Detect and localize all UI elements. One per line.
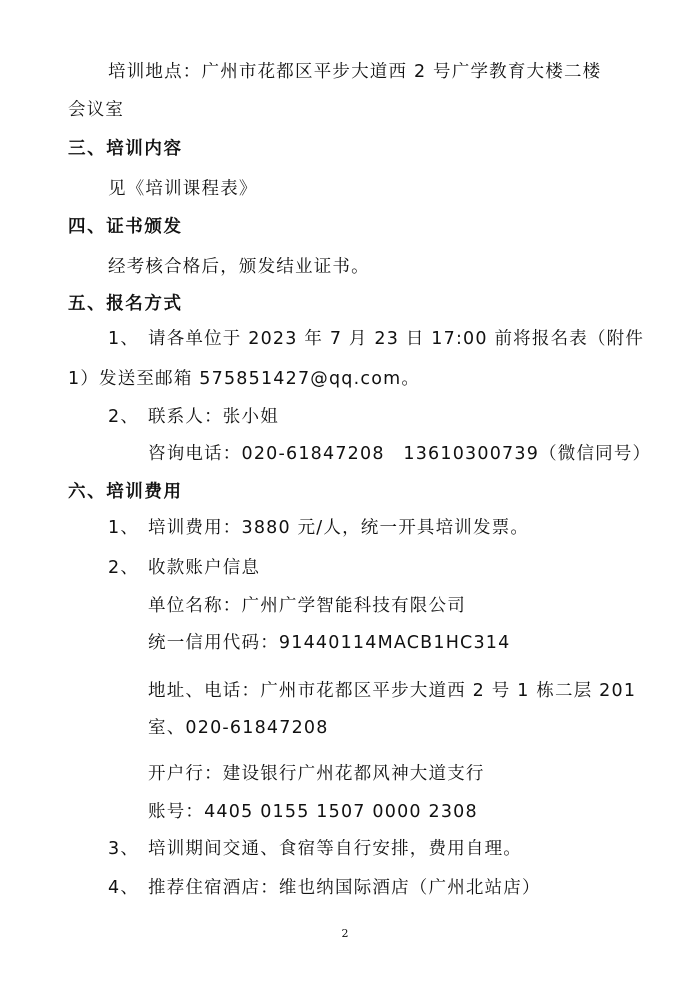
section-5-heading: 五、报名方式 [68, 294, 183, 314]
section-3-body: 见《培训课程表》 [108, 179, 258, 199]
section-6-item-1-text: 培训费用：3880 元/人，统一开具培训发票。 [148, 518, 530, 538]
page-number: 2 [341, 927, 349, 940]
section-6-item-1-number: 1、 [108, 518, 140, 538]
section-6-heading: 六、培训费用 [68, 482, 183, 502]
section-6-item-2-text: 收款账户信息 [148, 558, 261, 578]
section-5-item-2-text: 联系人：张小姐 [148, 407, 279, 427]
address-phone-line: 地址、电话：广州市花都区平步大道西 2 号 1 栋二层 201 [148, 681, 637, 701]
account-name-line: 单位名称：广州广学智能科技有限公司 [148, 596, 466, 616]
section-4-body: 经考核合格后，颁发结业证书。 [108, 257, 370, 277]
section-5-item-1-number: 1、 [108, 329, 140, 349]
bank-line: 开户行：建设银行广州花都风神大道支行 [148, 764, 485, 784]
section-6-item-3-text: 培训期间交通、食宿等自行安排，费用自理。 [148, 839, 522, 859]
section-6-item-2-number: 2、 [108, 558, 140, 578]
section-3-heading: 三、培训内容 [68, 139, 183, 159]
account-number-line: 账号：4405 0155 1507 0000 2308 [148, 802, 478, 822]
section-5-item-1-text: 请各单位于 2023 年 7 月 23 日 17:00 前将报名表（附件 [148, 329, 645, 349]
training-location-line: 培训地点：广州市花都区平步大道西 2 号广学教育大楼二楼 [108, 62, 602, 82]
contact-phone-line: 咨询电话：020-61847208 13610300739（微信同号） [148, 444, 652, 464]
credit-code-line: 统一信用代码：91440114MACB1HC314 [148, 633, 511, 653]
training-location-continued: 会议室 [68, 100, 125, 120]
section-5-item-2-number: 2、 [108, 407, 140, 427]
section-6-item-4-number: 4、 [108, 878, 140, 898]
section-4-heading: 四、证书颁发 [68, 217, 183, 237]
section-6-item-3-number: 3、 [108, 839, 140, 859]
section-5-item-1-continued: 1）发送至邮箱 575851427@qq.com。 [68, 369, 421, 389]
section-6-item-4-text: 推荐住宿酒店：维也纳国际酒店（广州北站店） [148, 878, 541, 898]
address-phone-continued: 室、020-61847208 [148, 718, 329, 738]
